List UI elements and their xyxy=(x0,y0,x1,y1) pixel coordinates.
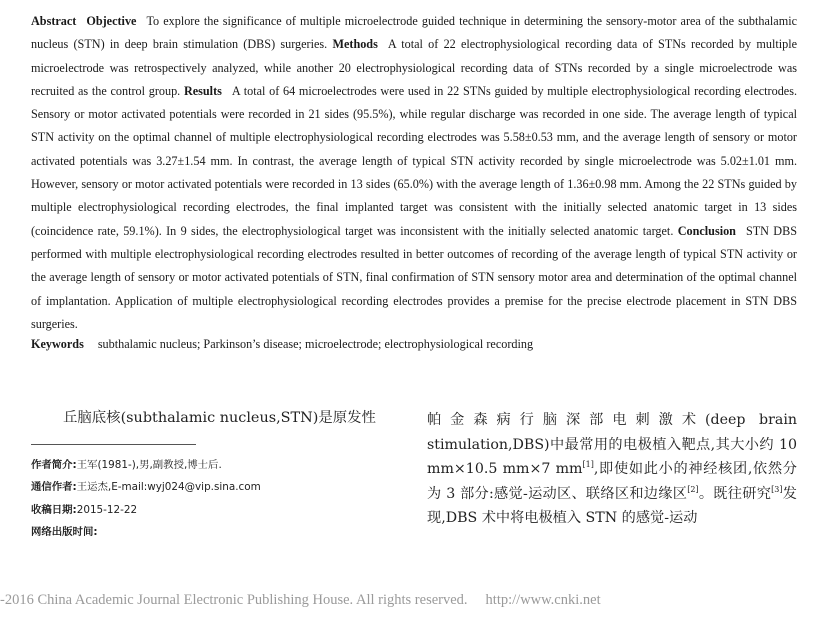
watermark xyxy=(0,592,828,609)
intro-right-paragraph xyxy=(427,408,797,531)
objective-text: To explore the significance of multiple microelectrode guided technique in determining the sensory-motor area of the subthalamic nucleus (STN) in deep brain stimulation (DBS) surgeries. xyxy=(31,14,797,52)
results-label: Results xyxy=(183,83,222,98)
watermark-text: -2016 China Academic Journal Electronic Publishing House. All rights reserved. xyxy=(0,592,468,608)
objective-label: Objective xyxy=(86,14,137,28)
citation-ref[interactable]: [1] xyxy=(582,460,594,469)
footnote-author xyxy=(31,454,401,476)
conclusion-text: STN DBS performed with multiple electrophysiological recording electrodes resulted in better outcomes of recording of the average length of typical STN activity or the average length of sensory or motor activated potentials of STN, final confirmation of STN sensory motor area and determination of the optimal channel of implantation. Application of multiple electrophysiological recording electrodes provides a premise for the precise electrode placement in STN DBS surgeries. xyxy=(31,223,798,331)
intro-left-text: 丘脑底核(subthalamic nucleus,STN)是原发性 xyxy=(63,410,376,426)
intro-right-text: 。既往研究 xyxy=(698,485,772,502)
footnote-received xyxy=(31,499,401,521)
conclusion-label: Conclusion xyxy=(677,223,736,238)
keywords-text: subthalamic nucleus; Parkinson’s disease; microelectrode; electrophysiological recording xyxy=(97,337,534,351)
footnote-value: 王运杰,E-mail:wyj024@vip.sina.com xyxy=(76,481,261,494)
methods-text: A total of 22 electrophysiological recording data of STNs recorded by multiple microelectrode was retrospectively analyzed, while another 20 electrophysiological recording data of STNs recorded by a single microelectrode was recruited as the control group. xyxy=(31,37,797,98)
intro-right-text: ,即使如此小的神经核团,依然分为 3 部分:感觉-运动区、联络区和边缘区 xyxy=(427,461,797,502)
footnote-label: 通信作者: xyxy=(31,481,77,494)
right-column xyxy=(427,408,797,531)
intro-right-text: 发现,DBS 术中将电极植入 STN 的感觉-运动 xyxy=(427,485,797,526)
watermark-url[interactable]: http://www.cnki.net xyxy=(485,592,601,608)
intro-right-text: 帕金森病行脑深部电刺激术(deep brain stimulation,DBS)中最常用的电极植入靶点,其大小约 10 mm×10.5 mm×7 mm xyxy=(427,412,797,477)
left-column xyxy=(31,408,401,544)
abstract-label: Abstract xyxy=(31,14,77,28)
footnote-label: 收稿日期: xyxy=(31,503,77,516)
methods-label: Methods xyxy=(332,37,378,52)
citation-ref[interactable]: [2] xyxy=(687,484,699,494)
keywords xyxy=(31,334,797,354)
footnote-value: 王军(1981-),男,副教授,博士后. xyxy=(76,459,222,471)
results-text: A total of 64 microelectrodes were used in 22 STNs guided by multiple electrophysiological recording electrodes. Sensory or motor activated potentials were recorded in 21 sides (95.5%), while regular discharge was recorded in one side. The average length of typical STN activity on the optimal channel of multiple electrophysiological recording electrodes was 5.58±0.53 mm, and the average length of sensory or motor activated potentials was 3.27±1.54 mm. In contrast, the average length of typical STN activity recorded by single microelectrode was 5.02±1.01 mm. However, sensory or motor activated potentials were recorded in 13 sides (65.0%) with the average length of 1.36±0.98 mm. Among the 22 STNs guided by multiple electrophysiological recording electrodes, the final implanted target was consistent with the initially selected anatomic target in 13 sides (coincidence rate, 59.1%). In 9 sides, the electrophysiological target was inconsistent with the initially selected anatomic target. xyxy=(31,83,797,238)
footnote-online xyxy=(31,521,401,543)
footnote-label: 作者简介: xyxy=(31,459,77,471)
footnote-label: 网络出版时间: xyxy=(31,526,98,539)
footnote-corresponding xyxy=(31,476,401,498)
citation-ref[interactable]: [3] xyxy=(771,484,783,494)
abstract xyxy=(31,10,797,336)
footnote-divider xyxy=(31,444,196,445)
keywords-label: Keywords xyxy=(31,337,84,351)
footnote-value: 2015-12-22 xyxy=(76,503,138,516)
